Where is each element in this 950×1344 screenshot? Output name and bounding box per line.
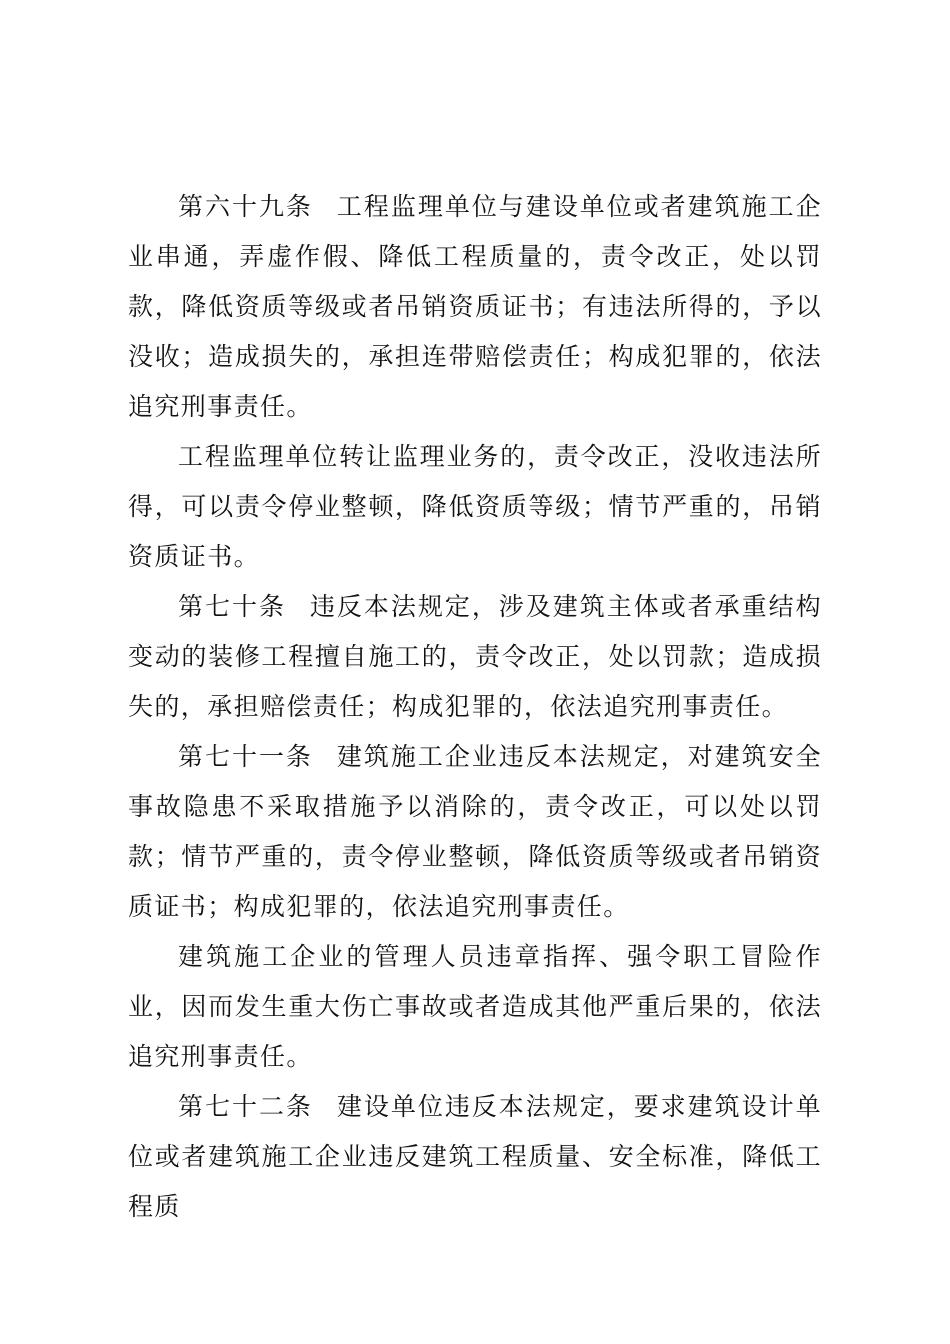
document-body bbox=[128, 182, 822, 1232]
paragraph-article-69-clause-2 bbox=[128, 432, 822, 582]
paragraph-article-72 bbox=[128, 1082, 822, 1232]
paragraph-text: 工程监理单位与建设单位或者建筑施工企业串通，弄虚作假、降低工程质量的，责令改正，处以罚款，降低资质等级或者吊销资质证书；有违法所得的，予以没收；造成损失的，承担连带赔偿责任；构成犯罪的，依法追究刑事责任。 bbox=[128, 192, 822, 421]
paragraph-text: 违反本法规定，涉及建筑主体或者承重结构变动的装修工程擅自施工的，责令改正，处以罚款；造成损失的，承担赔偿责任；构成犯罪的，依法追究刑事责任。 bbox=[128, 592, 822, 721]
paragraph-text: 工程监理单位转让监理业务的，责令改正，没收违法所得，可以责令停业整顿，降低资质等级；情节严重的，吊销资质证书。 bbox=[128, 442, 822, 571]
article-number: 第七十一条 bbox=[178, 742, 313, 771]
paragraph-text: 建设单位违反本法规定，要求建筑设计单位或者建筑施工企业违反建筑工程质量、安全标准，降低工程质 bbox=[128, 1092, 822, 1221]
paragraph-article-71-clause-2 bbox=[128, 932, 822, 1082]
paragraph-article-71 bbox=[128, 732, 822, 932]
article-number: 第六十九条 bbox=[178, 192, 313, 221]
paragraph-text: 建筑施工企业违反本法规定，对建筑安全事故隐患不采取措施予以消除的，责令改正，可以处以罚款；情节严重的，责令停业整顿，降低资质等级或者吊销资质证书；构成犯罪的，依法追究刑事责任。 bbox=[128, 742, 822, 921]
paragraph-text: 建筑施工企业的管理人员违章指挥、强令职工冒险作业，因而发生重大伤亡事故或者造成其他严重后果的，依法追究刑事责任。 bbox=[128, 942, 822, 1071]
paragraph-article-70 bbox=[128, 582, 822, 732]
article-number: 第七十二条 bbox=[178, 1092, 313, 1121]
article-number: 第七十条 bbox=[178, 592, 286, 621]
paragraph-article-69 bbox=[128, 182, 822, 432]
